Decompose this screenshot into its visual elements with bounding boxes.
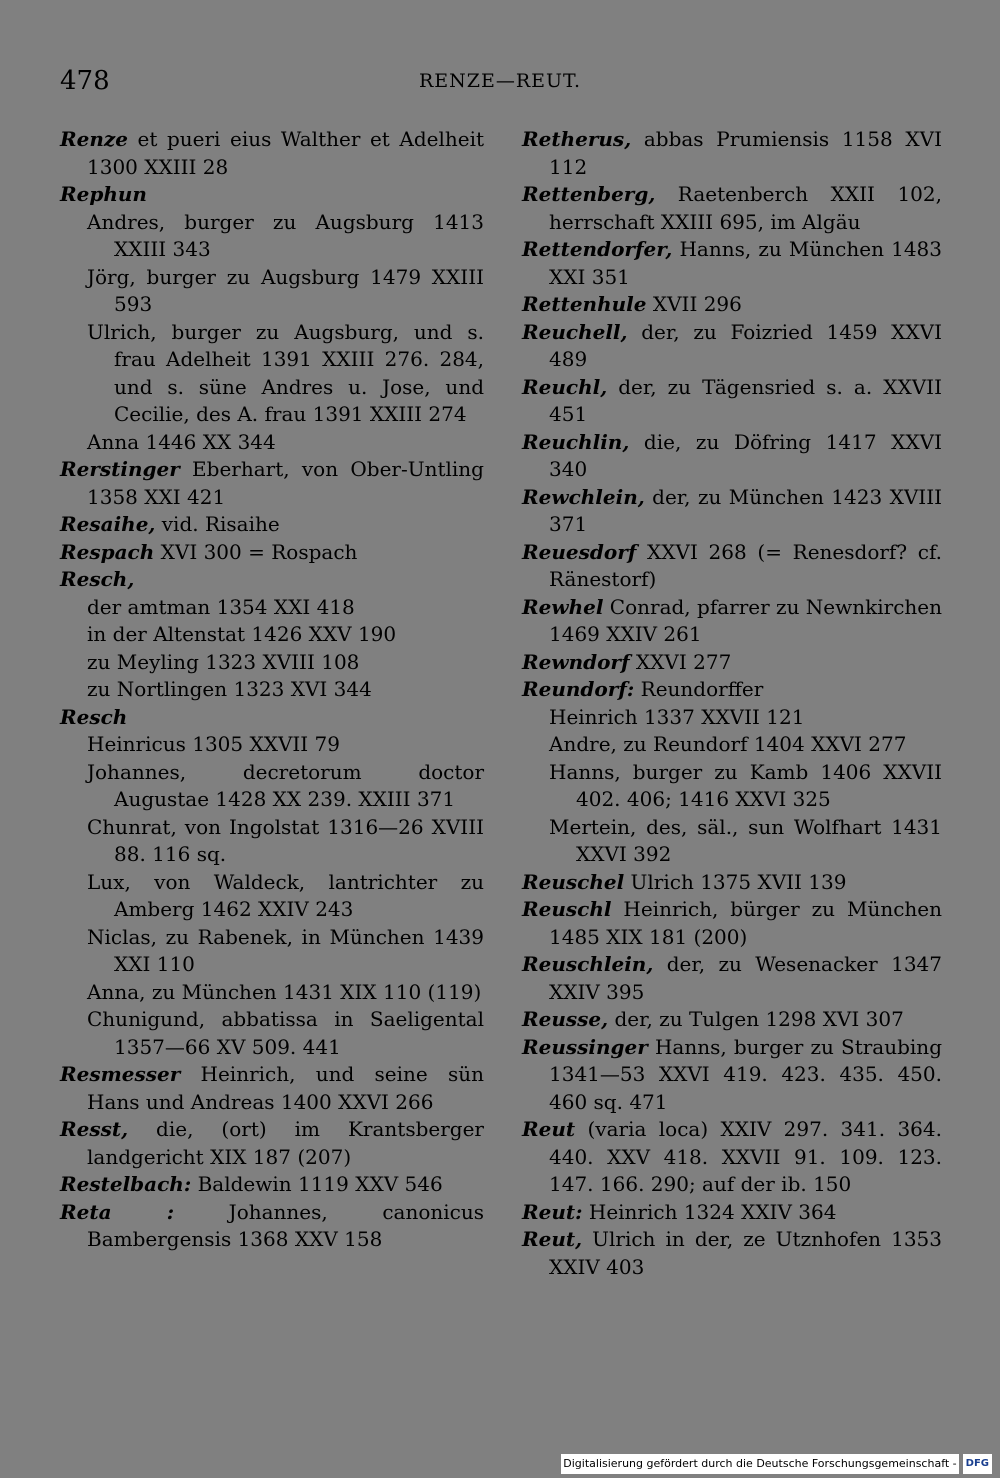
index-subentry <box>522 731 942 759</box>
entry-keyword: Resmesser <box>60 1062 181 1086</box>
entry-keyword: Resch <box>60 704 128 729</box>
entry-text: zu Nortlingen 1323 XVI 344 <box>87 677 372 701</box>
entry-text: Eberhart, von Ober-Untling 1358 XXI 421 <box>87 457 484 509</box>
index-subentry <box>60 319 484 429</box>
entry-keyword: Rewndorf <box>522 649 630 674</box>
entry-keyword: Rettendorfer, <box>522 237 673 261</box>
index-subentry <box>60 429 484 457</box>
entry-keyword: Rewhel <box>522 594 604 619</box>
index-entry <box>60 1061 484 1116</box>
index-entry <box>522 319 942 374</box>
index-entry <box>60 511 484 539</box>
entry-text: der, zu München 1423 XVIII 371 <box>549 484 942 536</box>
index-subentry <box>60 676 484 704</box>
right-column <box>522 126 942 1281</box>
index-entry <box>522 374 942 429</box>
index-subentry <box>60 1006 484 1061</box>
page-number: 478 <box>60 66 110 96</box>
entry-text: Heinrich, bürger zu München 1485 XIX 181 (200) <box>549 897 942 949</box>
entry-text: der, zu Tulgen 1298 XVI 307 <box>608 1007 904 1031</box>
entry-text: Chunigund, abbatissa in Saeligental 1357—66 XV 509. 441 <box>87 1007 484 1059</box>
entry-text: Johannes, canonicus Bambergensis 1368 XXV 158 <box>87 1199 485 1251</box>
index-subentry <box>60 594 484 622</box>
running-head: RENZE—REUT. <box>419 70 581 92</box>
index-subentry <box>60 209 484 264</box>
index-subentry <box>60 814 484 869</box>
index-subentry <box>60 759 484 814</box>
index-entry <box>522 594 942 649</box>
left-column <box>60 126 484 1254</box>
index-entry <box>60 1199 484 1254</box>
entry-text: Raetenberch XXII 102, herrschaft XXIII 695, im Algäu <box>549 182 942 234</box>
entry-text: Ulrich, burger zu Augsburg, und s. frau Adelheit 1391 XXIII 276. 284, und s. süne Andres u. Jose, und Cecilie, des A. frau 1391 XXIII 274 <box>87 319 484 426</box>
entry-keyword: Reundorf: <box>522 677 635 701</box>
entry-text: abbas Prumiensis 1158 XVI 112 <box>549 127 942 179</box>
entry-text: Reundorffer <box>634 677 764 701</box>
index-subentry <box>522 814 942 869</box>
entry-keyword: Resaihe, <box>60 512 156 536</box>
entry-keyword: Reut, <box>522 1227 583 1251</box>
index-entry <box>60 1116 484 1171</box>
index-entry <box>522 1034 942 1117</box>
dfg-logo: DFG <box>963 1454 992 1474</box>
entry-text: Hanns, zu München 1483 XXI 351 <box>549 237 942 289</box>
entry-keyword: Reta : <box>60 1199 175 1224</box>
entry-keyword: Retherus, <box>522 127 632 151</box>
index-entry <box>60 566 484 594</box>
index-entry <box>522 429 942 484</box>
entry-keyword: Rettenberg, <box>522 182 656 206</box>
entry-text: XVI 300 = Rospach <box>154 539 358 564</box>
entry-keyword: Reuchell, <box>522 319 628 344</box>
index-entry <box>60 181 484 209</box>
index-entry <box>60 704 484 732</box>
entry-keyword: Reuschlein, <box>522 952 654 976</box>
entry-text: Heinrich 1324 XXIV 364 <box>582 1199 837 1224</box>
index-subentry <box>522 704 942 732</box>
entry-text: Lux, von Waldeck, lantrichter zu Amberg 1462 XXIV 243 <box>87 869 484 921</box>
index-entry <box>522 869 942 897</box>
index-subentry <box>60 731 484 759</box>
index-entry <box>60 539 484 567</box>
index-entry <box>60 456 484 511</box>
index-subentry <box>60 924 484 979</box>
entry-keyword: Resch, <box>60 567 135 591</box>
entry-text: Anna 1446 XX 344 <box>87 429 276 454</box>
index-subentry <box>522 759 942 814</box>
entry-text: vid. Risaihe <box>155 512 280 536</box>
entry-text: Heinrich 1337 XXVII 121 <box>549 704 805 729</box>
entry-text: Niclas, zu Rabenek, in München 1439 XXI 110 <box>87 924 484 976</box>
entry-keyword: Rewchlein, <box>522 484 645 509</box>
entry-text: zu Meyling 1323 XVIII 108 <box>87 649 360 674</box>
index-subentry <box>60 979 484 1007</box>
entry-keyword: Restelbach: <box>60 1172 192 1196</box>
index-entry <box>522 1226 942 1281</box>
entry-text: Andre, zu Reundorf 1404 XXVI 277 <box>549 732 907 756</box>
index-entry <box>522 676 942 704</box>
index-entry <box>522 951 942 1006</box>
index-subentry <box>60 649 484 677</box>
index-entry <box>522 896 942 951</box>
entry-text: Hanns, burger zu Straubing 1341—53 XXVI 419. 423. 435. 450. 460 sq. 471 <box>549 1034 942 1114</box>
entry-text: XVII 296 <box>646 292 742 316</box>
funding-note: Digitalisierung gefördert durch die Deutsche Forschungsgemeinschaft - <box>561 1454 958 1474</box>
entry-text: die, zu Döfring 1417 XXVI 340 <box>549 429 942 481</box>
entry-keyword: Rerstinger <box>60 457 180 481</box>
index-entry <box>522 539 942 594</box>
index-entry <box>522 1199 942 1227</box>
entry-text: Anna, zu München 1431 XIX 110 (119) <box>87 979 482 1004</box>
index-entry <box>522 649 942 677</box>
entry-text: Andres, burger zu Augsburg 1413 XXIII 343 <box>87 209 484 261</box>
index-entry <box>522 126 942 181</box>
entry-keyword: Reuschl <box>522 897 612 921</box>
entry-keyword: Reusse, <box>522 1007 609 1031</box>
entry-keyword: Reuchl, <box>522 374 608 399</box>
entry-text: der, zu Wesenacker 1347 XXIV 395 <box>549 952 942 1004</box>
entry-text: et pueri eius Walther et Adelheit 1300 XXIII 28 <box>87 127 484 179</box>
entry-text: Ulrich 1375 XVII 139 <box>624 869 847 894</box>
entry-text: XXVI 277 <box>629 649 732 674</box>
entry-text: XXVI 268 (= Renesdorf? cf. Ränestorf) <box>549 539 942 591</box>
entry-text: Mertein, des, säl., sun Wolfhart 1431 XXVI 392 <box>549 814 942 866</box>
entry-text: der amtman 1354 XXI 418 <box>87 594 355 619</box>
entry-keyword: Reuesdorf <box>522 539 637 564</box>
entry-keyword: Renze <box>60 127 128 151</box>
page-header <box>60 66 940 102</box>
index-entry <box>60 126 484 181</box>
entry-text: Conrad, pfarrer zu Newnkirchen 1469 XXIV 261 <box>549 594 943 646</box>
entry-text: Chunrat, von Ingolstat 1316—26 XVIII 88. 116 sq. <box>87 814 484 866</box>
index-entry <box>522 1006 942 1034</box>
entry-text: (varia loca) XXIV 297. 341. 364. 440. XXV 418. XXVII 91. 109. 123. 147. 166. 290; auf der ib. 150 <box>549 1117 942 1196</box>
index-subentry <box>60 621 484 649</box>
entry-text: Jörg, burger zu Augsburg 1479 XXIII 593 <box>87 264 484 316</box>
index-entry <box>522 484 942 539</box>
index-entry <box>60 1171 484 1199</box>
index-entry <box>522 291 942 319</box>
entry-keyword: Reuchlin, <box>522 429 630 454</box>
entry-text: der, zu Tägensried s. a. XXVII 451 <box>549 374 942 426</box>
index-entry <box>522 236 942 291</box>
entry-keyword: Rettenhule <box>522 292 647 316</box>
entry-text: Johannes, decretorum doctor Augustae 1428 XX 239. XXIII 371 <box>87 759 484 811</box>
entry-keyword: Rephun <box>60 182 147 206</box>
entry-keyword: Reut: <box>522 1199 583 1224</box>
index-entry <box>522 181 942 236</box>
entry-text: Baldewin 1119 XXV 546 <box>191 1172 443 1196</box>
entry-text: der, zu Foizried 1459 XXVI 489 <box>549 319 942 371</box>
entry-keyword: Resst, <box>60 1117 129 1141</box>
index-entry <box>522 1116 942 1199</box>
entry-keyword: Reut <box>522 1117 576 1141</box>
entry-keyword: Reuschel <box>522 869 625 894</box>
index-subentry <box>60 869 484 924</box>
entry-text: Heinricus 1305 XXVII 79 <box>87 732 340 756</box>
entry-text: Hanns, burger zu Kamb 1406 XXVII 402. 406; 1416 XXVI 325 <box>549 759 942 811</box>
entry-text: Heinrich, und seine sün Hans und Andreas 1400 XXVI 266 <box>87 1062 484 1114</box>
entry-text: die, (ort) im Krantsberger landgericht XIX 187 (207) <box>87 1117 484 1169</box>
entry-text: Ulrich in der, ze Utznhofen 1353 XXIV 403 <box>549 1227 942 1279</box>
index-subentry <box>60 264 484 319</box>
entry-keyword: Reussinger <box>522 1034 648 1059</box>
footer <box>561 1454 992 1474</box>
entry-text: in der Altenstat 1426 XXV 190 <box>87 622 397 646</box>
entry-keyword: Respach <box>60 539 155 564</box>
